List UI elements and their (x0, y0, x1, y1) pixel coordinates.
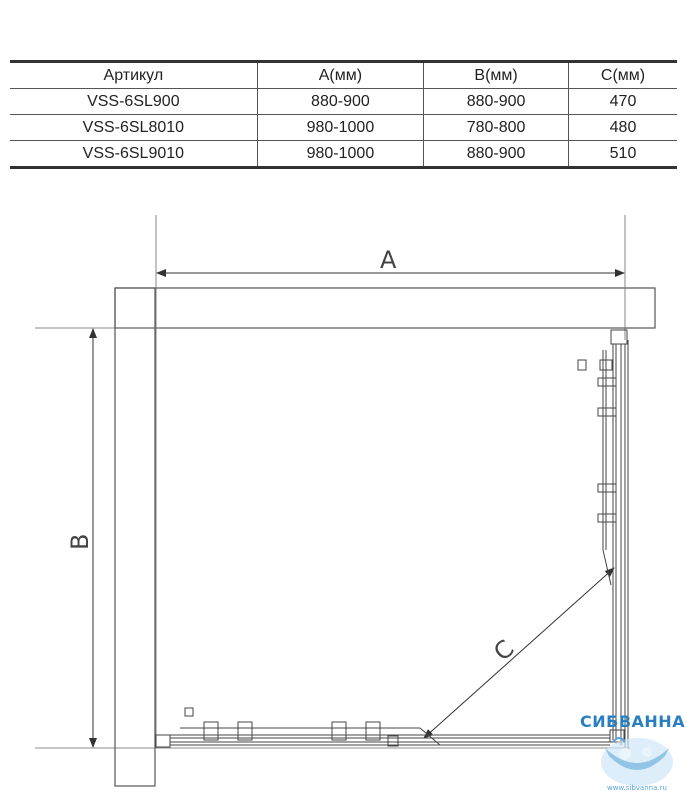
walls (115, 288, 655, 786)
cell-article: VSS-6SL900 (10, 89, 257, 115)
dimension-a (157, 246, 624, 274)
header-c: C(мм) (569, 62, 678, 89)
cell-c: 480 (569, 115, 678, 141)
dimension-b (66, 329, 94, 747)
header-article: Артикул (10, 62, 257, 89)
cell-b: 880-900 (424, 141, 569, 168)
watermark-logo-icon (595, 728, 679, 788)
header-b: B(мм) (424, 62, 569, 89)
extension-lines (35, 215, 630, 748)
cell-c: 510 (569, 141, 678, 168)
cell-a: 880-900 (257, 89, 423, 115)
cell-c: 470 (569, 89, 678, 115)
header-a: A(мм) (257, 62, 423, 89)
cell-b: 880-900 (424, 89, 569, 115)
cell-a: 980-1000 (257, 141, 423, 168)
dimension-b-label: B (66, 533, 94, 550)
cell-b: 780-800 (424, 115, 569, 141)
top-wall (115, 288, 655, 328)
bottom-glass-panel (156, 708, 610, 747)
cell-article: VSS-6SL9010 (10, 141, 257, 168)
watermark-brand: СИБВАННА (580, 712, 686, 731)
left-wall (115, 288, 155, 786)
watermark-url: www.sibvanna.ru (607, 784, 667, 792)
right-glass-panel (578, 330, 628, 748)
dimension-c-label: C (488, 634, 520, 667)
cell-a: 980-1000 (257, 115, 423, 141)
dimension-a-label: A (380, 246, 397, 274)
cell-article: VSS-6SL8010 (10, 115, 257, 141)
